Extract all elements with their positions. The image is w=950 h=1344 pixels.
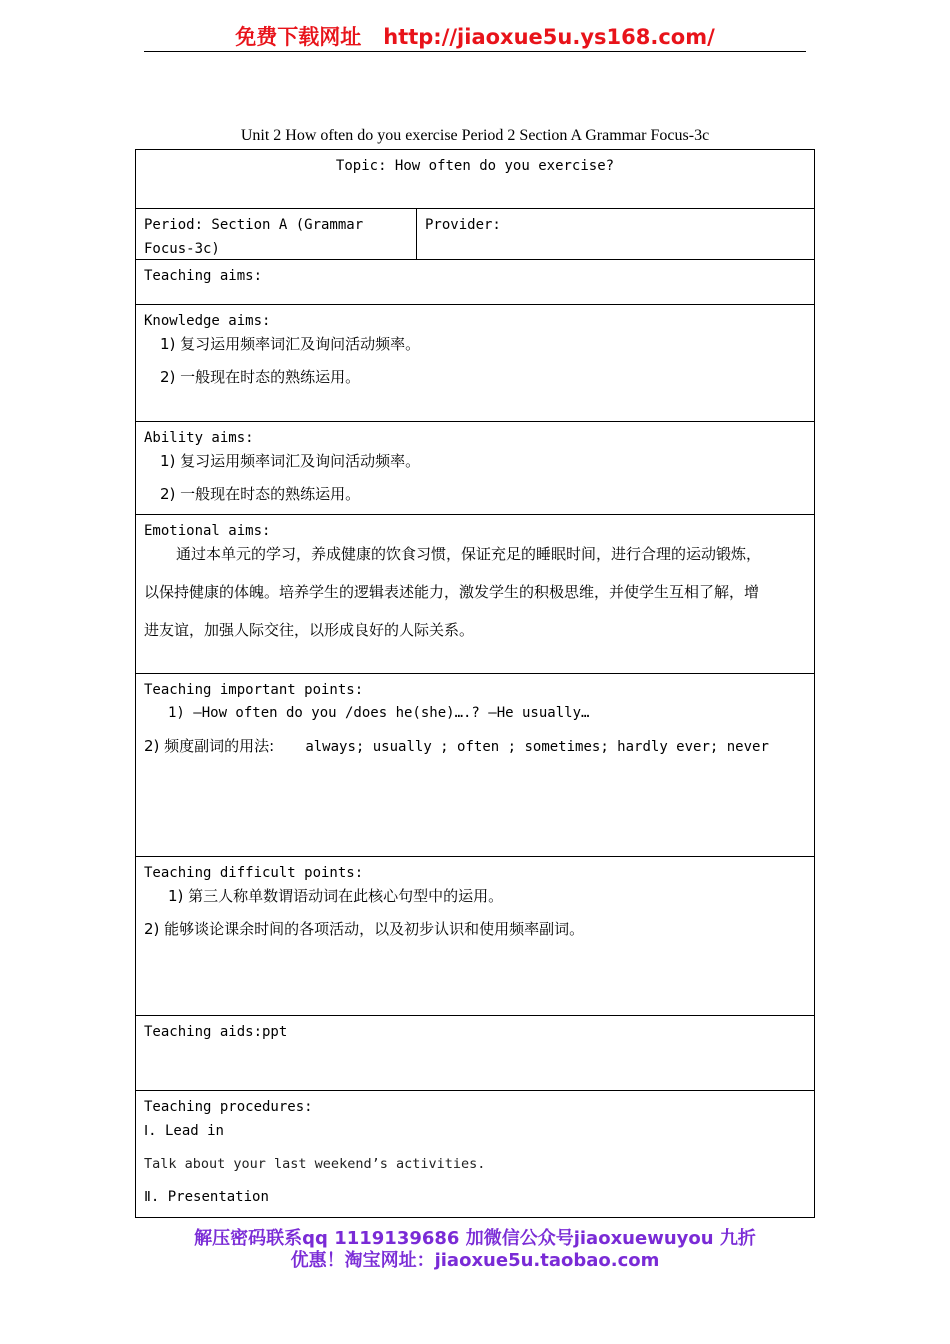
knowledge-aim-2: 2) 一般现在时态的熟练运用。	[160, 368, 361, 386]
procedure-step-1: Ⅰ. Lead in	[144, 1123, 224, 1139]
difficult-point-1: 1) 第三人称单数谓语动词在此核心句型中的运用。	[168, 887, 504, 905]
page-header	[144, 24, 806, 52]
header-label: 免费下载网址	[235, 25, 362, 49]
provider-label: Provider:	[425, 217, 501, 233]
topic-row	[135, 149, 815, 209]
footer-line-2: 优惠！淘宝网址：jiaoxue5u.taobao.com	[290, 1250, 660, 1271]
important-point-2-label: 2) 频度副词的用法:	[144, 737, 275, 755]
procedures-heading: Teaching procedures:	[144, 1099, 313, 1115]
difficult-point-2: 2) 能够谈论课余时间的各项活动，以及初步认识和使用频率副词。	[144, 920, 585, 938]
topic-text: Topic: How often do you exercise?	[335, 158, 615, 174]
emotional-line-2: 以保持健康的体魄。培养学生的逻辑表述能力，激发学生的积极思维，并使学生互相了解，增	[144, 583, 760, 601]
teaching-aids-row	[135, 1016, 815, 1091]
teaching-aims-row	[135, 260, 815, 305]
header-url-link[interactable]: http://jiaoxue5u.ys168.com/	[383, 25, 715, 49]
document-title: Unit 2 How often do you exercise Period 2 Section A Grammar Focus-3c	[240, 127, 710, 144]
important-point-2	[144, 735, 806, 758]
important-point-1: 1) —How often do you /does he(she)….? —He usually…	[168, 705, 590, 721]
period-cell	[136, 209, 417, 259]
period-line-2: Focus-3c)	[144, 241, 220, 257]
procedures-row	[135, 1091, 815, 1218]
emotional-aims-heading: Emotional aims:	[144, 523, 271, 539]
teaching-aims-label: Teaching aims:	[144, 268, 263, 284]
footer-line-1: 解压密码联系qq 1119139686 加微信公众号jiaoxuewuyou 九折	[194, 1228, 756, 1249]
teaching-aids-text: Teaching aids:ppt	[144, 1024, 288, 1040]
period-row	[135, 209, 815, 260]
important-points-row	[135, 674, 815, 857]
procedure-step-2: Ⅱ. Presentation	[144, 1189, 269, 1205]
knowledge-aim-1: 1) 复习运用频率词汇及询问活动频率。	[160, 335, 421, 353]
ability-aims-row	[135, 422, 815, 515]
lesson-plan-table	[135, 149, 815, 1218]
knowledge-aims-row	[135, 305, 815, 422]
provider-cell	[417, 209, 509, 259]
emotional-line-3: 进友谊，加强人际交往，以形成良好的人际关系。	[144, 621, 475, 639]
knowledge-aims-heading: Knowledge aims:	[144, 313, 271, 329]
period-line-1: Period: Section A (Grammar	[144, 217, 364, 233]
ability-aim-1: 1) 复习运用频率词汇及询问活动频率。	[160, 452, 421, 470]
difficult-points-row	[135, 857, 815, 1016]
difficult-points-heading: Teaching difficult points:	[144, 865, 364, 881]
ability-aim-2: 2) 一般现在时态的熟练运用。	[160, 485, 361, 503]
emotional-aims-row	[135, 515, 815, 674]
important-point-2-words: always; usually ; often ; sometimes; hardly ever; never	[305, 739, 769, 755]
procedure-step-1-text: Talk about your last weekend’s activities.	[144, 1156, 486, 1172]
important-points-heading: Teaching important points:	[144, 682, 364, 698]
ability-aims-heading: Ability aims:	[144, 430, 254, 446]
emotional-line-1: 通过本单元的学习，养成健康的饮食习惯，保证充足的睡眠时间，进行合理的运动锻炼，	[176, 545, 762, 563]
page-footer	[0, 1228, 950, 1272]
